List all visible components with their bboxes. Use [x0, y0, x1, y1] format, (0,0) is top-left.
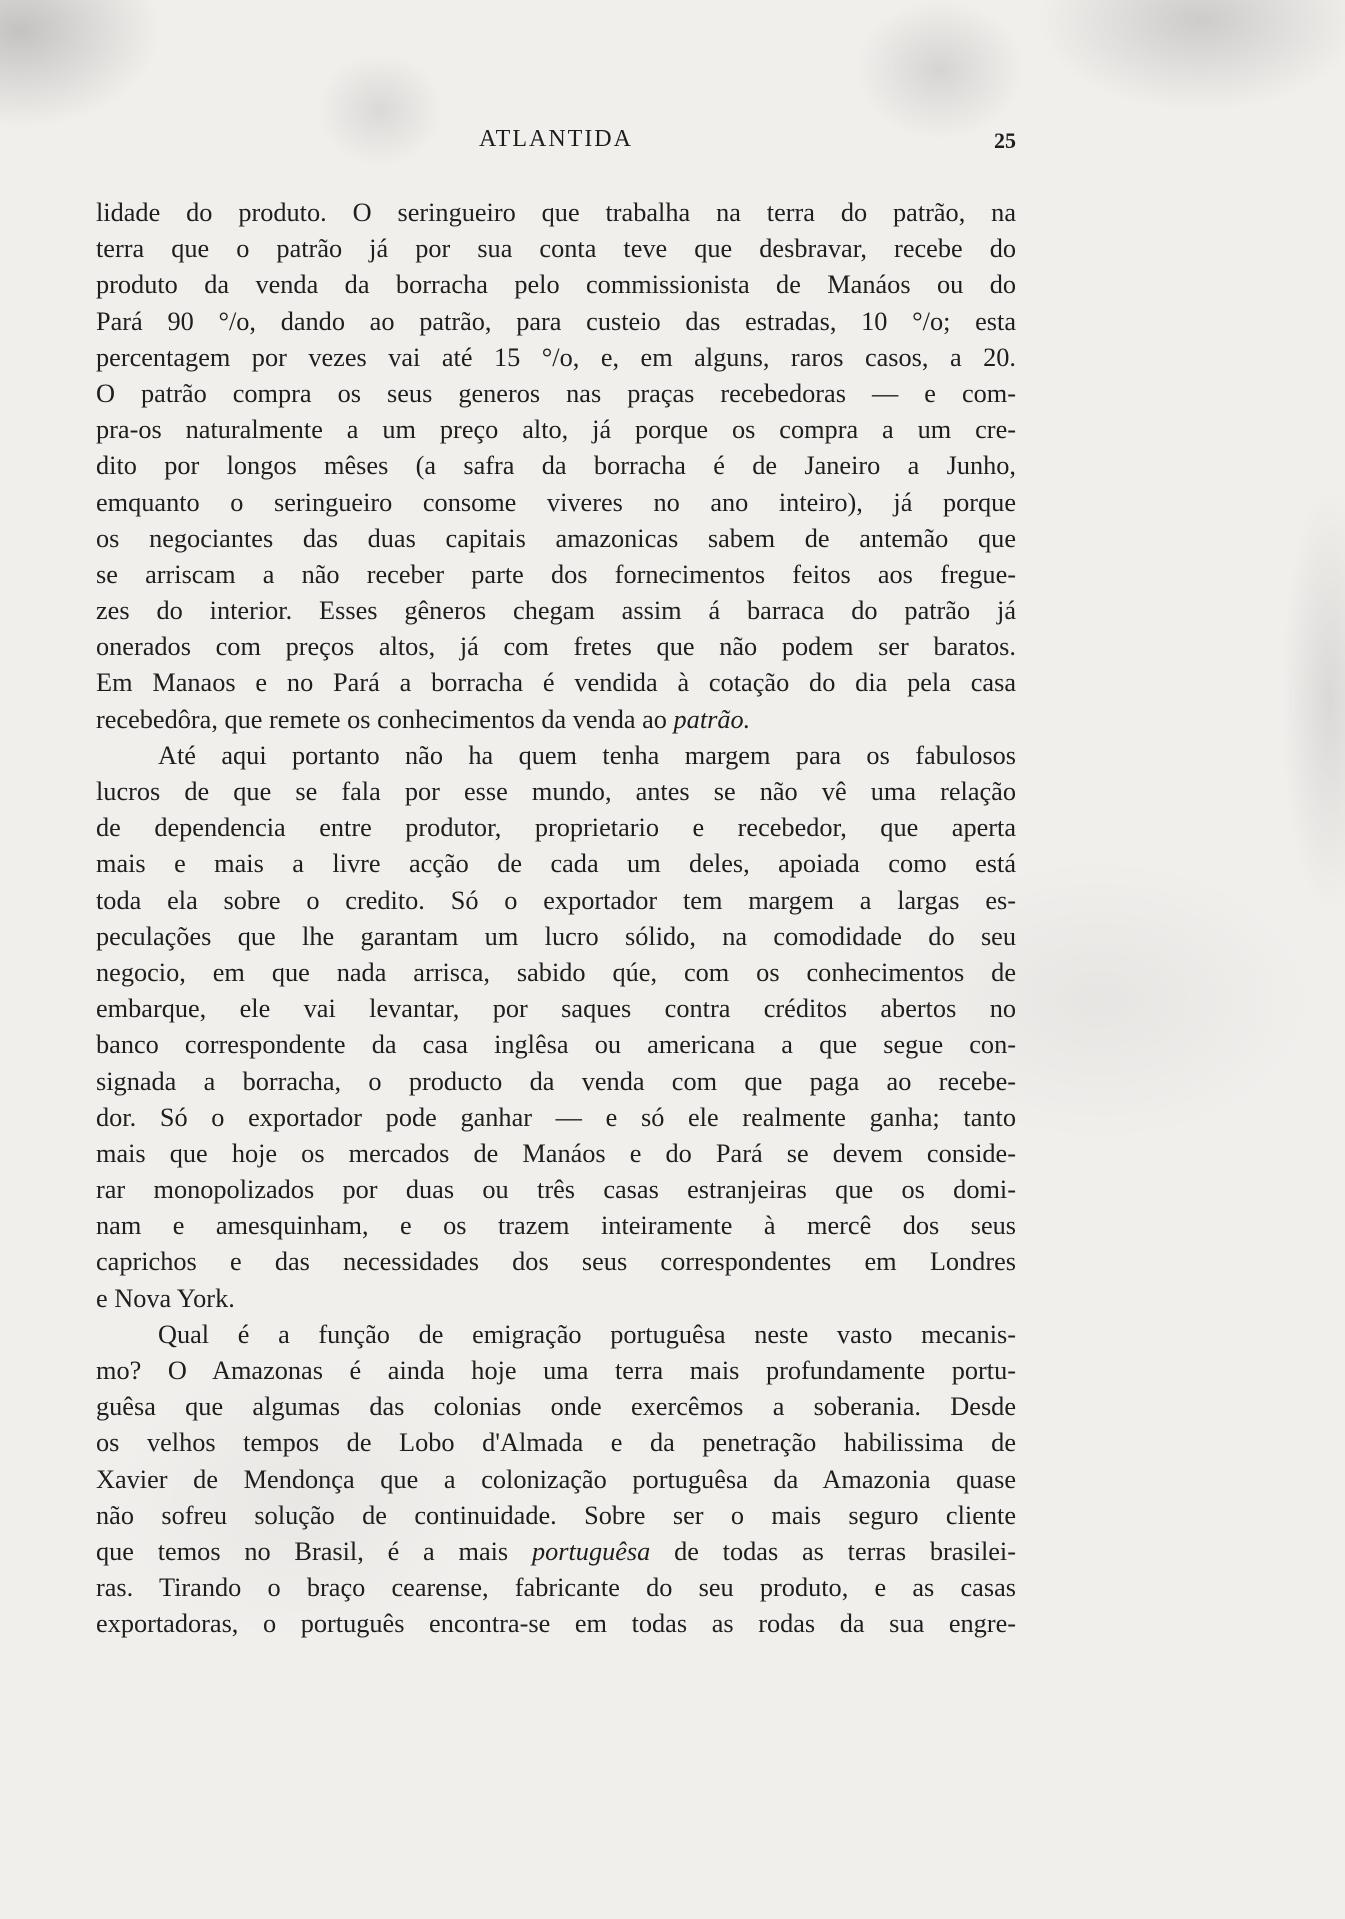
text-line: percentagem por vezes vai até 15 °/o, e, em alguns, raros casos, a 20.: [96, 342, 1016, 372]
italic-word: portuguêsa: [531, 1536, 651, 1566]
running-title: ATLANTIDA: [479, 126, 633, 152]
text-line: O patrão compra os seus generos nas praças recebedoras — e com-: [96, 378, 1016, 408]
text-line: de dependencia entre produtor, proprietario e recebedor, que aperta: [96, 813, 1016, 843]
text-line: mais que hoje os mercados de Manáos e do Pará se devem conside-: [96, 1138, 1016, 1168]
text-line: rar monopolizados por duas ou três casas estranjeiras que os domi-: [96, 1175, 1016, 1205]
text-segment: de todas as terras brasilei-: [650, 1536, 1016, 1566]
text-line: signada a borracha, o producto da venda com que paga ao recebe-: [96, 1066, 1016, 1096]
text-line: mo? O Amazonas é ainda hoje uma terra mais profundamente portu-: [96, 1356, 1016, 1385]
text-line: negocio, em que nada arrisca, sabido qúe, com os conhecimentos de: [96, 957, 1016, 987]
text-line: zes do interior. Esses gêneros chegam assim á barraca do patrão já: [96, 596, 1016, 626]
text-line: caprichos e das necessidades dos seus correspondentes em Londres: [96, 1247, 1016, 1277]
text-segment: recebedôra, que remete os conhecimentos da venda ao: [96, 704, 674, 734]
text-line: nam e amesquinham, e os trazem inteiramente à mercê dos seus: [96, 1211, 1016, 1241]
text-line: ras. Tirando o braço cearense, fabricante do seu produto, e as casas: [96, 1573, 1016, 1603]
page-number: 25: [994, 128, 1016, 153]
text-line: não sofreu solução de continuidade. Sobre ser o mais seguro cliente: [96, 1500, 1016, 1530]
text-line: embarque, ele vai levantar, por saques contra créditos abertos no: [96, 994, 1016, 1024]
text-line: produto da venda da borracha pelo commissionista de Manáos ou do: [96, 270, 1016, 300]
paragraph-first-line: Qual é a função de emigração portuguêsa neste vasto mecanis-: [158, 1319, 1016, 1349]
text-line: os velhos tempos de Lobo d'Almada e da penetração habilissima de: [96, 1428, 1016, 1458]
text-line: Em Manaos e no Pará a borracha é vendida à cotação do dia pela casa: [96, 668, 1016, 698]
text-line: dito por longos mêses (a safra da borracha é de Janeiro a Junho,: [96, 451, 1016, 481]
text-line: onerados com preços altos, já com fretes que não podem ser baratos.: [96, 632, 1016, 662]
text-line: lidade do produto. O seringueiro que trabalha na terra do patrão, na: [96, 198, 1016, 227]
italic-word: patrão.: [673, 704, 751, 734]
text-line: se arriscam a não receber parte dos fornecimentos feitos aos fregue-: [96, 559, 1016, 589]
text-line: dor. Só o exportador pode ganhar — e só ele realmente ganha; tanto: [96, 1102, 1016, 1132]
text-segment: que temos no Brasil, é a mais: [96, 1536, 532, 1566]
text-line: pra-os naturalmente a um preço alto, já porque os compra a um cre-: [96, 415, 1016, 445]
text-line: mais e mais a livre acção de cada um deles, apoiada como está: [96, 849, 1016, 879]
text-line: guêsa que algumas das colonias onde exercêmos a soberania. Desde: [96, 1392, 1016, 1422]
text-line: toda ela sobre o credito. Só o exportador tem margem a largas es-: [96, 885, 1016, 915]
text-line: lucros de que se fala por esse mundo, antes se não vê uma relação: [96, 777, 1016, 806]
running-head: [96, 122, 1016, 158]
text-line: banco correspondente da casa inglêsa ou americana a que segue con-: [96, 1030, 1016, 1060]
text-line: exportadoras, o português encontra-se em todas as rodas da sua engre-: [96, 1609, 1016, 1639]
paragraph-first-line: Até aqui portanto não ha quem tenha margem para os fabulosos: [158, 740, 1016, 770]
text-line: Pará 90 °/o, dando ao patrão, para custeio das estradas, 10 °/o; esta: [96, 306, 1016, 336]
text-line: emquanto o seringueiro consome viveres no ano inteiro), já porque: [96, 487, 1016, 517]
text-line: [96, 1534, 1016, 1570]
text-line: peculações que lhe garantam um lucro sólido, na comodidade do seu: [96, 921, 1016, 951]
text-line: [96, 702, 1016, 738]
text-line: os negociantes das duas capitais amazonicas sabem de antemão que: [96, 523, 1016, 553]
text-line: e Nova York.: [96, 1283, 235, 1313]
text-body: [96, 195, 1016, 1643]
text-line: Xavier de Mendonça que a colonização portuguêsa da Amazonia quase: [96, 1464, 1016, 1494]
text-line: terra que o patrão já por sua conta teve que desbravar, recebe do: [96, 234, 1016, 264]
